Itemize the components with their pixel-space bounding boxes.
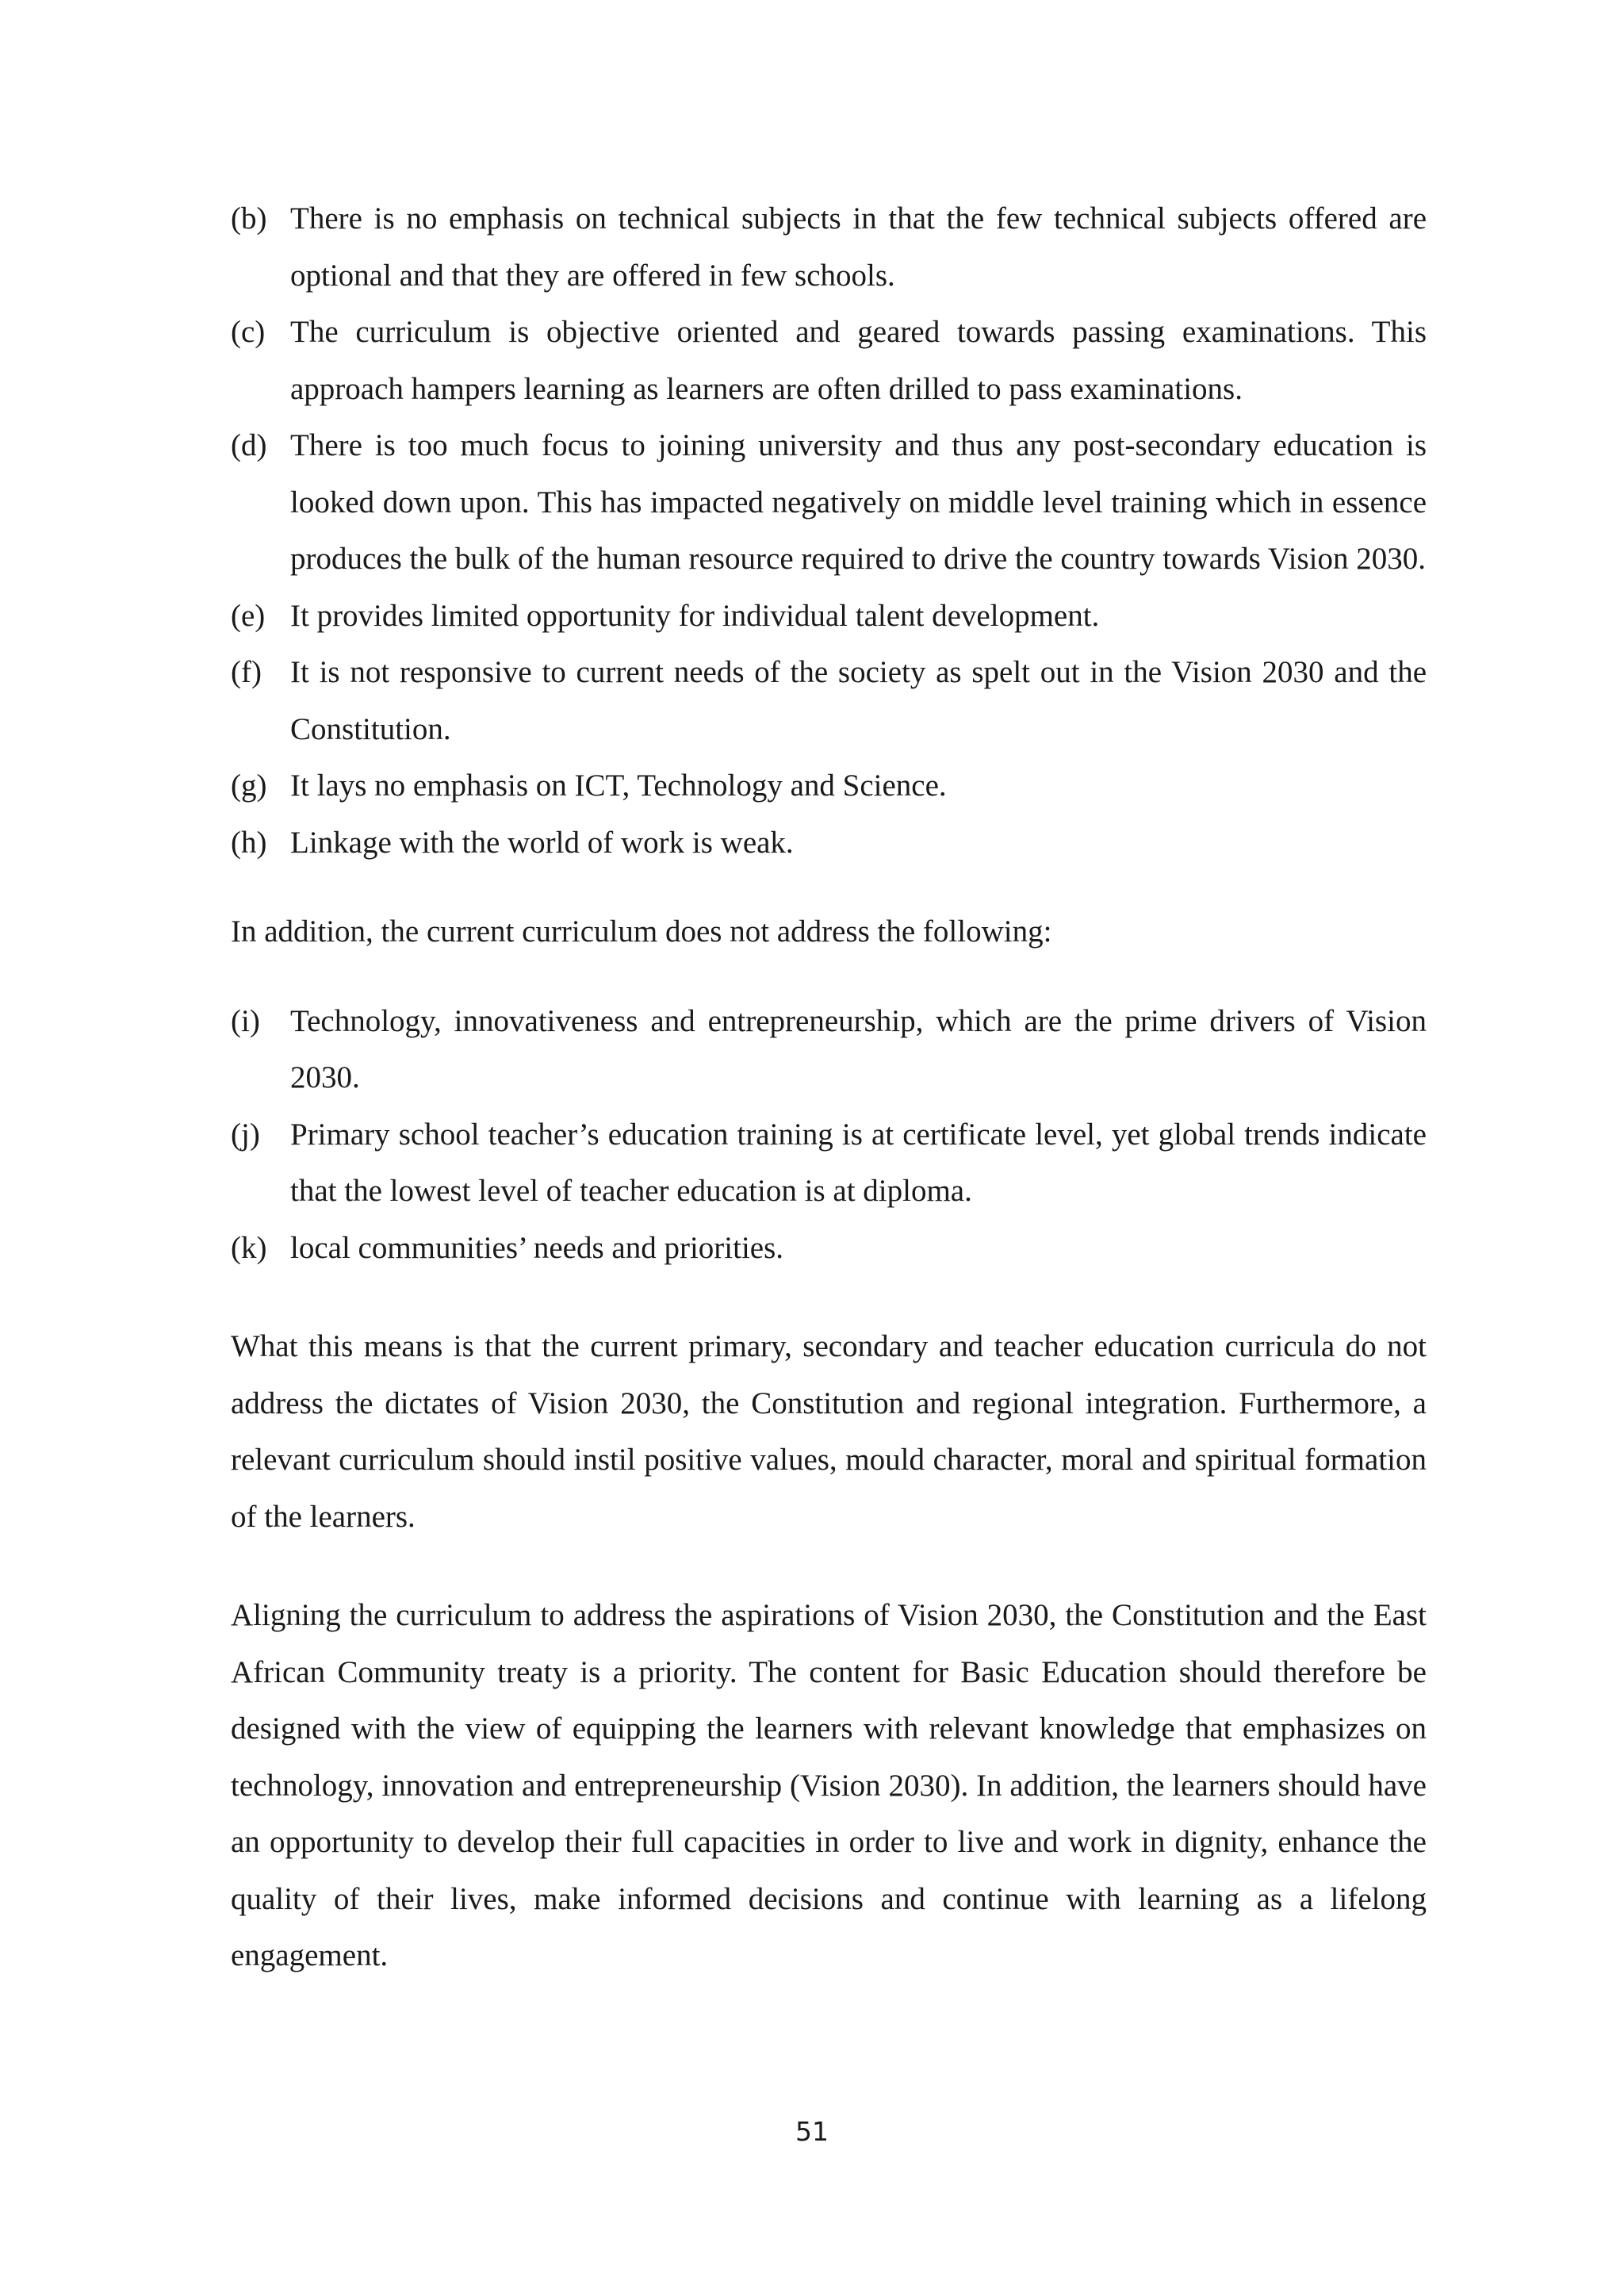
list-item [231,417,1427,588]
list-item-text: local communities’ needs and priorities. [290,1230,784,1265]
list-item [231,190,1427,304]
list-item-text: Linkage with the world of work is weak. [290,825,794,860]
list-item-text: It provides limited opportunity for individual talent development. [290,598,1100,633]
list-item-text: It lays no emphasis on ICT, Technology and Science. [290,769,947,803]
unaddressed-items-list [231,993,1427,1277]
list-item-marker: (h) [231,825,267,860]
list-item-text: There is no emphasis on technical subjects in that the few technical subjects offered are optional and that they are offered in few schools. [290,201,1427,293]
list-item-marker: (k) [231,1230,267,1265]
curriculum-weakness-list [231,190,1427,871]
list-item-marker: (b) [231,201,267,236]
list-item [231,644,1427,757]
list-item [231,1220,1427,1277]
body-paragraph: Aligning the curriculum to address the aspirations of Vision 2030, the Constitution and the East African Community treaty is a priority. The content for Basic Education should therefore be designed with the view of equipping the learners with relevant knowledge that emphasizes on technology, innovation and entrepreneurship (Vision 2030). In addition, the learners should have an opportunity to develop their full capacities in order to live and work in dignity, enhance the quality of their lives, make informed decisions and continue with learning as a lifelong engagement. [231,1598,1427,1972]
list-item-marker: (i) [231,1003,260,1038]
list-item-text: The curriculum is objective oriented and geared towards passing examinations. This approach hampers learning as learners are often drilled to pass examinations. [290,315,1427,406]
list-item [231,588,1427,645]
intro-paragraph: In addition, the current curriculum does not address the following: [231,914,1052,949]
list-item [231,304,1427,417]
list-item [231,757,1427,815]
list-item [231,993,1427,1106]
list-item-marker: (d) [231,428,267,462]
page-number: 51 [795,2116,829,2147]
body-paragraph: What this means is that the current primary, secondary and teacher education curricula do not address the dictates of Vision 2030, the Constitution and regional integration. Furthermore, a relevant curriculum should instil positive values, mould character, moral and spiritual formation of the learners. [231,1329,1427,1534]
list-item-text: There is too much focus to joining university and thus any post-secondary education is looked down upon. This has impacted negatively on middle level training which in essence produces the bulk of the human resource required to drive the country towards Vision 2030. [290,428,1427,576]
list-item-text: It is not responsive to current needs of the society as spelt out in the Vision 2030 and the Constitution. [290,655,1427,746]
list-item-marker: (e) [231,598,266,633]
list-item-marker: (c) [231,315,266,349]
list-item-text: Technology, innovativeness and entrepreneurship, which are the prime drivers of Vision 2030. [290,1003,1427,1094]
list-item-marker: (j) [231,1117,260,1152]
list-item-marker: (f) [231,655,262,689]
list-item [231,1106,1427,1220]
list-item-text: Primary school teacher’s education training is at certificate level, yet global trends indicate that the lowest level of teacher education is at diploma. [290,1117,1427,1208]
list-item-marker: (g) [231,769,267,803]
page-content [231,190,1427,1984]
list-item [231,815,1427,872]
